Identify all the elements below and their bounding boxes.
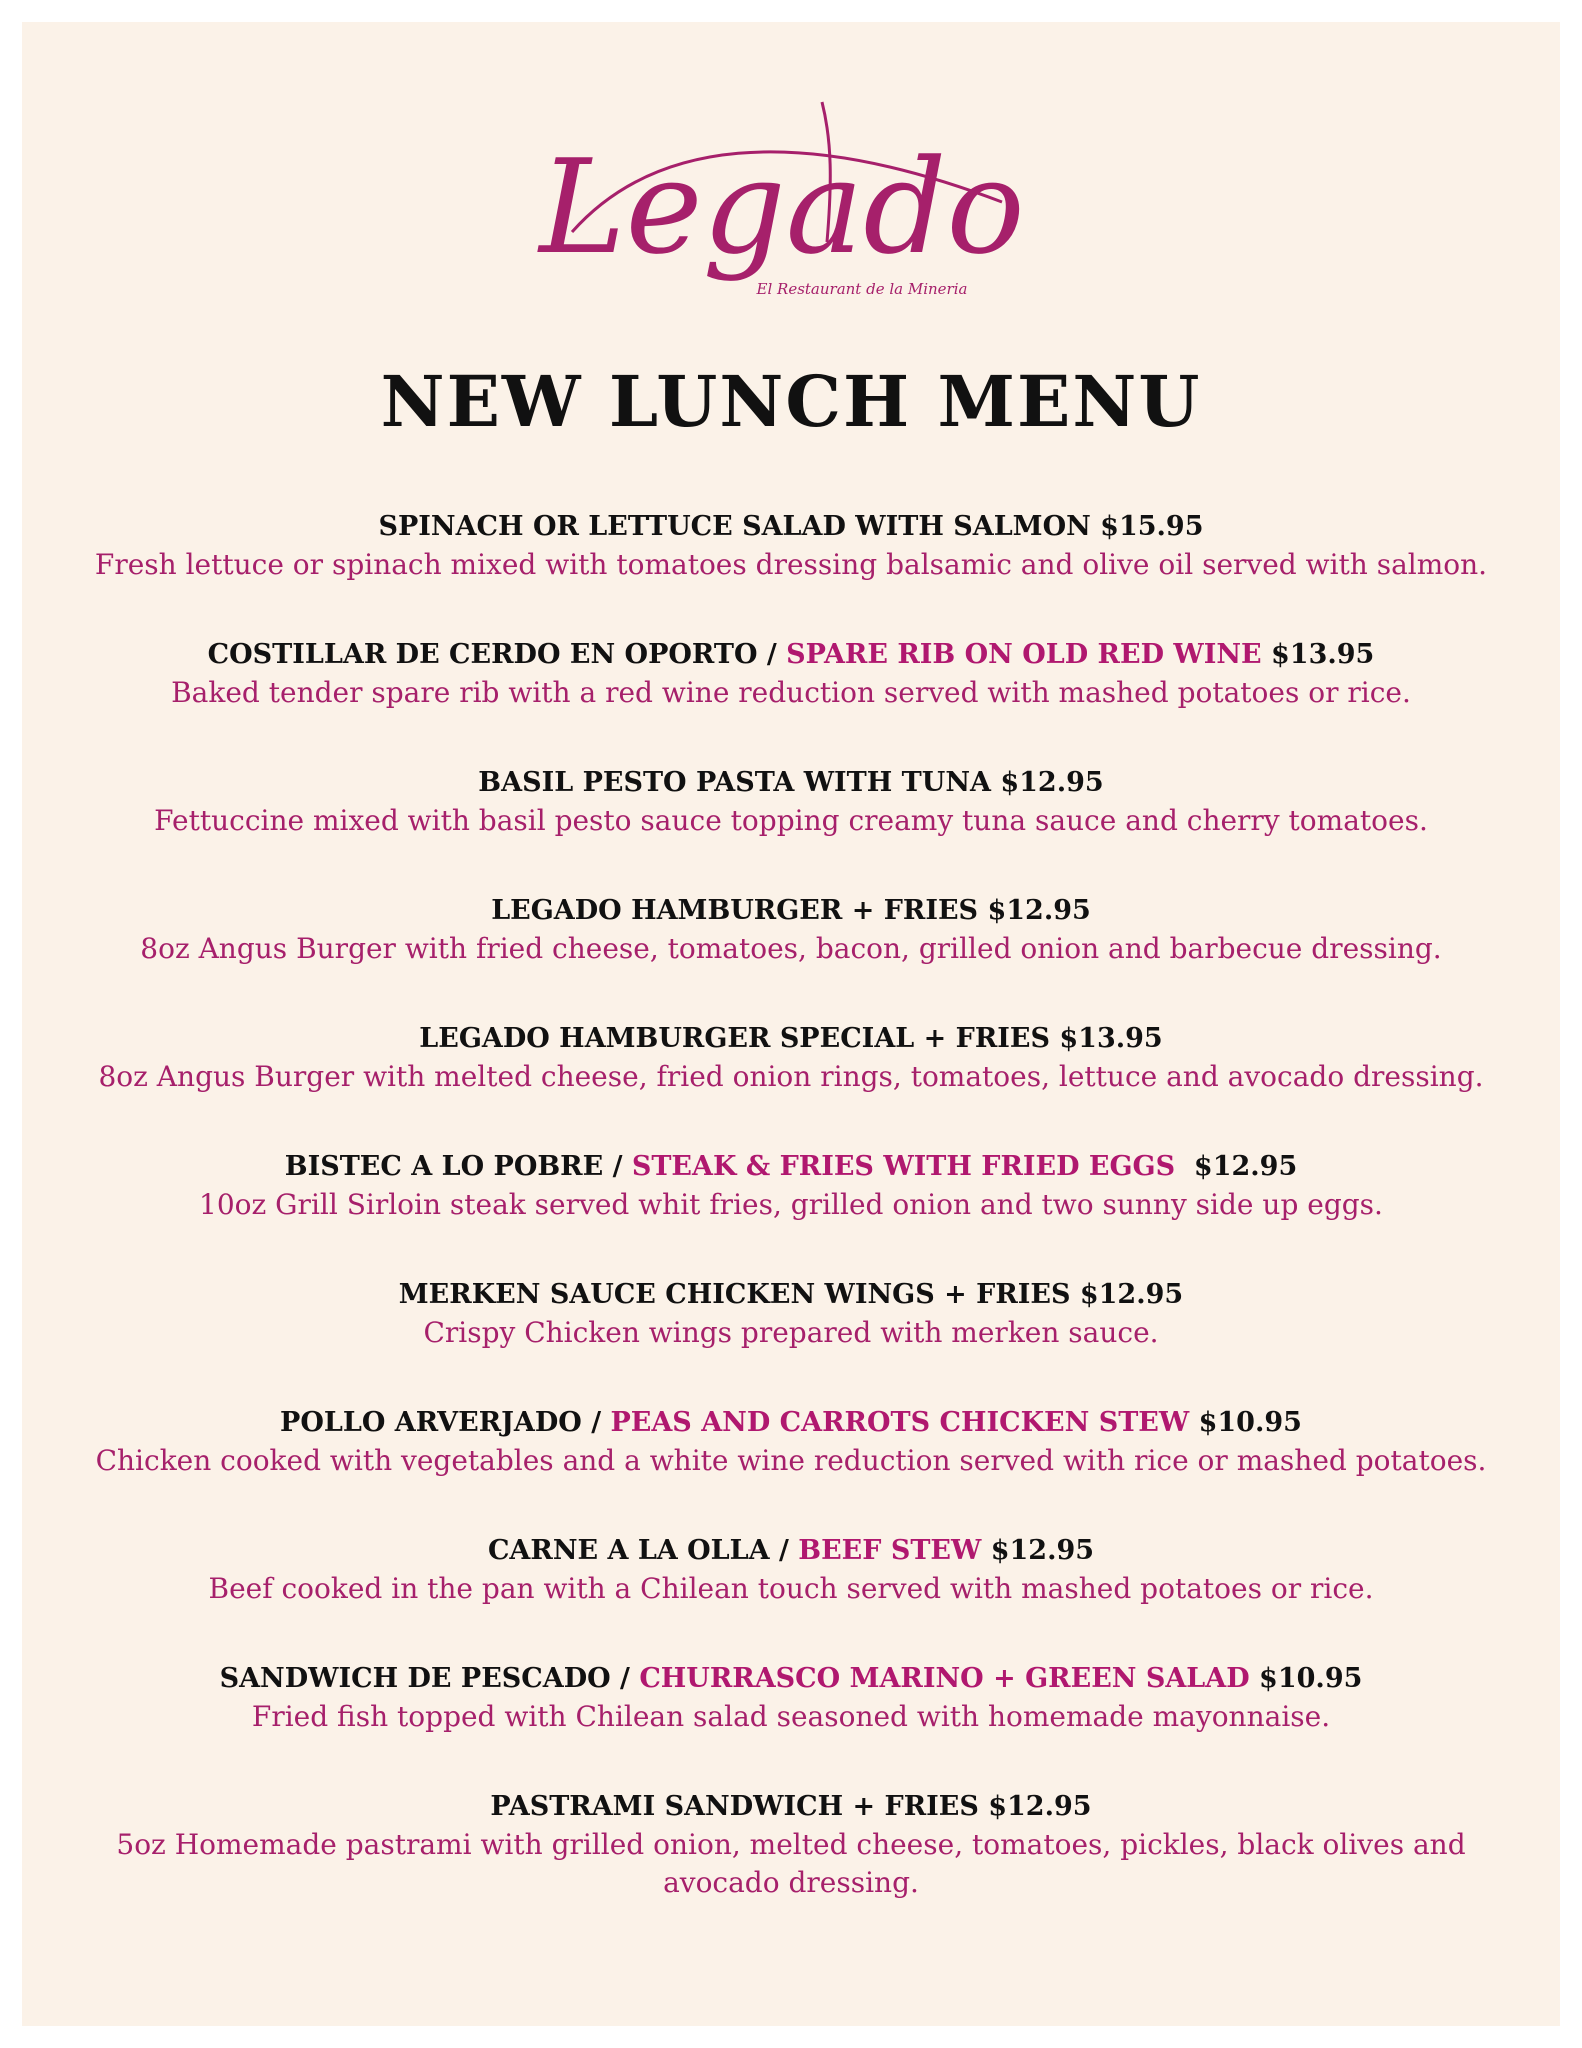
menu-item — [22, 1148, 1560, 1276]
menu-item-english-name: SPARE RIB ON OLD RED WINE — [786, 639, 1262, 670]
menu-item — [22, 1020, 1560, 1148]
menu-item-description: Baked tender spare rib with a red wine reduction served with mashed potatoes or rice. — [171, 676, 1411, 709]
menu-page — [22, 22, 1560, 2026]
menu-item-name: BISTEC A LO POBRE / — [284, 1151, 632, 1182]
menu-item-title — [22, 1660, 1560, 1698]
menu-item-english-name: CHURRASCO MARINO + GREEN SALAD — [639, 1663, 1250, 1694]
menu-item — [22, 1788, 1560, 1902]
menu-items — [22, 508, 1560, 1902]
logo-wordmark: Legado — [539, 131, 1025, 283]
menu-item-name: SPINACH OR LETTUCE SALAD WITH SALMON $15.95 — [378, 511, 1204, 542]
logo-tagline: El Restaurant de la Mineria — [756, 280, 968, 298]
menu-item-description: 10oz Grill Sirloin steak served whit fries, grilled onion and two sunny side up eggs. — [199, 1188, 1383, 1221]
page-title: NEW LUNCH MENU — [380, 360, 1202, 443]
menu-item-description: Beef cooked in the pan with a Chilean touch served with mashed potatoes or rice. — [208, 1572, 1374, 1605]
menu-item-title — [22, 1020, 1560, 1058]
menu-item-title — [22, 508, 1560, 546]
menu-item-title — [22, 636, 1560, 674]
menu-item-price: $12.95 — [981, 1535, 1095, 1566]
menu-item-price: $10.95 — [1249, 1663, 1363, 1694]
menu-item-description: 5oz Homemade pastrami with grilled onion, melted cheese, tomatoes, pickles, black olives and avocado dressing. — [116, 1828, 1466, 1899]
menu-item-description: 8oz Angus Burger with melted cheese, fried onion rings, tomatoes, lettuce and avocado dressing. — [98, 1060, 1484, 1093]
menu-item-english-name: STEAK & FRIES WITH FRIED EGGS — [631, 1151, 1176, 1182]
menu-item-title — [22, 1276, 1560, 1314]
menu-item-title — [22, 764, 1560, 802]
menu-item-description: Crispy Chicken wings prepared with merken sauce. — [423, 1316, 1159, 1349]
menu-item — [22, 1276, 1560, 1404]
menu-item-price: $10.95 — [1189, 1407, 1302, 1438]
menu-item-name: LEGADO HAMBURGER + FRIES $12.95 — [491, 895, 1091, 926]
menu-item-name: SANDWICH DE PESCADO / — [219, 1663, 640, 1694]
menu-item-description: Chicken cooked with vegetables and a white wine reduction served with rice or mashed potatoes. — [95, 1444, 1487, 1477]
menu-item-title — [22, 1532, 1560, 1570]
menu-item-price: $12.95 — [1175, 1151, 1298, 1182]
menu-item — [22, 636, 1560, 764]
menu-item-name: PASTRAMI SANDWICH + FRIES $12.95 — [490, 1791, 1092, 1822]
menu-item-name: COSTILLAR DE CERDO EN OPORTO / — [207, 639, 787, 670]
legado-logo-graphic — [532, 82, 1032, 312]
menu-item-description: Fried fish topped with Chilean salad seasoned with homemade mayonnaise. — [251, 1700, 1331, 1733]
menu-item-name: POLLO ARVERJADO / — [280, 1407, 611, 1438]
menu-item-name: MERKEN SAUCE CHICKEN WINGS + FRIES $12.95 — [398, 1279, 1184, 1310]
menu-item — [22, 892, 1560, 1020]
menu-item-title — [22, 1788, 1560, 1826]
menu-item-title — [22, 1148, 1560, 1186]
menu-item-description: Fresh lettuce or spinach mixed with tomatoes dressing balsamic and olive oil served with salmon. — [94, 548, 1488, 581]
menu-item — [22, 1532, 1560, 1660]
menu-item-description: 8oz Angus Burger with fried cheese, tomatoes, bacon, grilled onion and barbecue dressing. — [140, 932, 1442, 965]
menu-item-name: LEGADO HAMBURGER SPECIAL + FRIES $13.95 — [419, 1023, 1163, 1054]
menu-item-title — [22, 892, 1560, 930]
menu-item — [22, 764, 1560, 892]
legado-logo — [532, 82, 1032, 312]
menu-item-name: CARNE A LA OLLA / — [487, 1535, 799, 1566]
menu-item-name: BASIL PESTO PASTA WITH TUNA $12.95 — [478, 767, 1104, 798]
menu-item — [22, 1660, 1560, 1788]
menu-item — [22, 508, 1560, 636]
menu-item-description: Fettuccine mixed with basil pesto sauce topping creamy tuna sauce and cherry tomatoes. — [154, 804, 1428, 837]
menu-item-english-name: PEAS AND CARROTS CHICKEN STEW — [610, 1407, 1190, 1438]
menu-item-title — [22, 1404, 1560, 1442]
menu-item-price: $13.95 — [1261, 639, 1375, 670]
menu-item — [22, 1404, 1560, 1532]
menu-item-english-name: BEEF STEW — [798, 1535, 982, 1566]
